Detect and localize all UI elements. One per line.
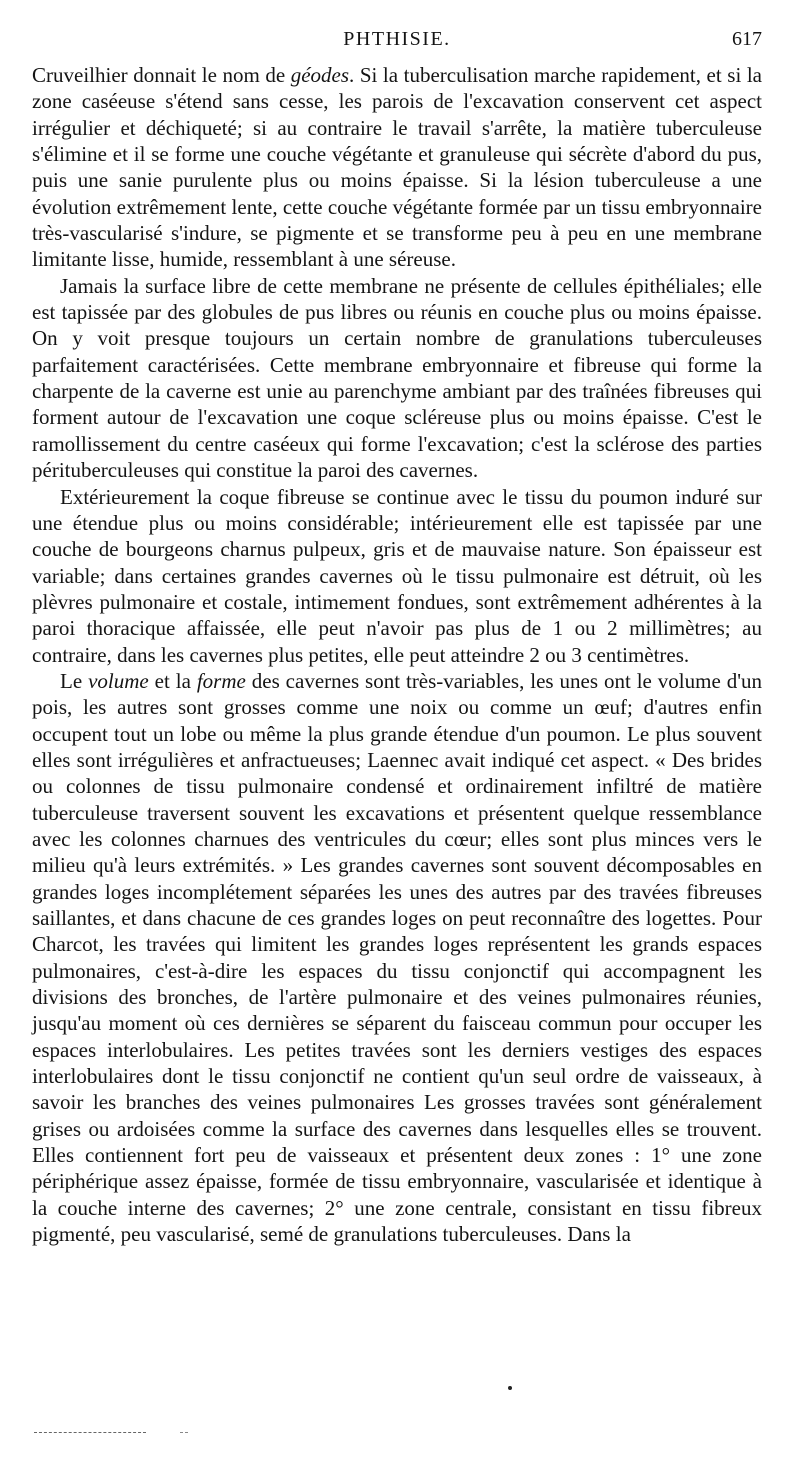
paragraph-4-text-a: Le [60,668,89,693]
term-geodes: géodes [290,63,350,87]
paragraph-1-text-a: Cruveilhier donnait le nom de [32,63,291,87]
term-volume: volume [88,668,149,693]
paragraph-1 [32,62,762,273]
paragraph-3 [32,484,762,668]
footer-dashed-rule [34,1432,146,1433]
footer-dash-mark [180,1432,188,1433]
paragraph-3-text: Extérieurement la coque fibreuse se continue avec le tissu du poumon induré sur une étendue plus ou moins considérable; intérieurement elle est tapissée par une couche de bourgeons charnus pulpeux, gris et de mauvaise nature. Son épaisseur est variable; dans certaines grandes cavernes où le tissu pulmonaire est détruit, où les plèvres pulmonaire et costale, intimement fondues, sont extrêmement adhérentes à la paroi thoracique affaissée, elle peut n'avoir pas plus de 1 ou 2 millimètres; au contraire, dans les cavernes plus petites, elle peut atteindre 2 ou 3 centimètres. [32,484,762,667]
paragraph-4-text-b: et la [148,668,197,693]
running-header [32,28,762,58]
paragraph-4-text-c: des cavernes sont très-variables, les unes ont le volume d'un pois, les autres sont grosses comme une noix ou comme un œuf; d'autres enfin occupent tout un lobe ou même la plus grande étendue d'un poumon. Le plus souvent elles sont irrégulières et anfractueuses; Laennec avait indiqué cet aspect. « Des brides ou colonnes de tissu pulmonaire condensé et ordinairement infiltré de matière tuberculeuse traversent souvent les excavations et présentent quelque ressemblance avec les colonnes charnues des ventricules du cœur; elles sont plus minces vers le milieu qu'à leurs extrémités. » Les grandes cavernes sont souvent décomposables en grandes loges incomplétement séparées les unes des autres par des travées fibreuses saillantes, et dans chacune de ces grandes loges on peut reconnaître des logettes. Pour Charcot, les travées qui limitent les grandes loges représentent les grands espaces pulmonaires, c'est-à-dire les espaces du tissu conjonctif qui accompagnent les divisions des bronches, de l'artère pulmonaire et des veines pulmonaires réunies, jusqu'au moment où ces dernières se séparent du faisceau commun pour occuper les espaces interlobulaires. Les petites travées sont les derniers vestiges des espaces interlobulaires dont le tissu conjonctif ne contient qu'un seul ordre de vaisseaux, à savoir les branches des veines pulmonaires Les grosses travées sont généralement grises ou ardoisées comme la surface des cavernes dans lesquelles elles se trouvent. Elles contiennent fort peu de vaisseaux et présentent deux zones : 1° une zone périphérique assez épaisse, formée de tissu embryonnaire, vascularisée et identique à la couche interne des cavernes; 2° une zone centrale, consistant en tissu fibreux pigmenté, peu vascularisé, semé de granulations tuberculeuses. Dans la [32,668,762,1247]
body-text [32,62,762,1247]
page-number: 617 [732,28,762,50]
paragraph-2 [32,273,762,484]
paragraph-1-text-b: . Si la tuberculisation marche rapidement, et si la zone caséeuse s'étend sans cesse, les parois de l'excavation conservent cet aspect irrégulier et déchiqueté; si au contraire le travail s'arrête, la matière tuberculeuse s'élimine et il se forme une couche végétante et granuleuse qui sécrète d'abord du pus, puis une sanie purulente plus ou moins épaisse. Si la lésion tuberculeuse a une évolution extrêmement lente, cette couche végétante formée par un tissu embryonnaire très-vascularisé s'indure, se pigmente et se transforme peu à peu en une membrane limitante lisse, humide, ressemblant à une séreuse. [32,63,762,272]
paragraph-2-text: Jamais la surface libre de cette membrane ne présente de cellules épithéliales; elle est tapissée par des globules de pus libres ou réunis en couche plus ou moins épaisse. On y voit presque toujours un certain nombre de granulations tuberculeuses parfaitement caractérisées. Cette membrane embryonnaire et fibreuse qui forme la charpente de la caverne est unie au parenchyme ambiant par des traînées fibreuses qui forment autour de l'excavation une coque scléreuse plus ou moins épaisse. C'est le ramollissement du centre caséeux qui forme l'excavation; c'est la sclérose des parties pérituberculeuses qui constitue la paroi des cavernes. [32,273,762,483]
running-title: PHTHISIE. [343,28,451,50]
term-forme: forme [196,668,246,693]
print-speck [508,1386,512,1390]
paragraph-4 [32,668,762,1248]
